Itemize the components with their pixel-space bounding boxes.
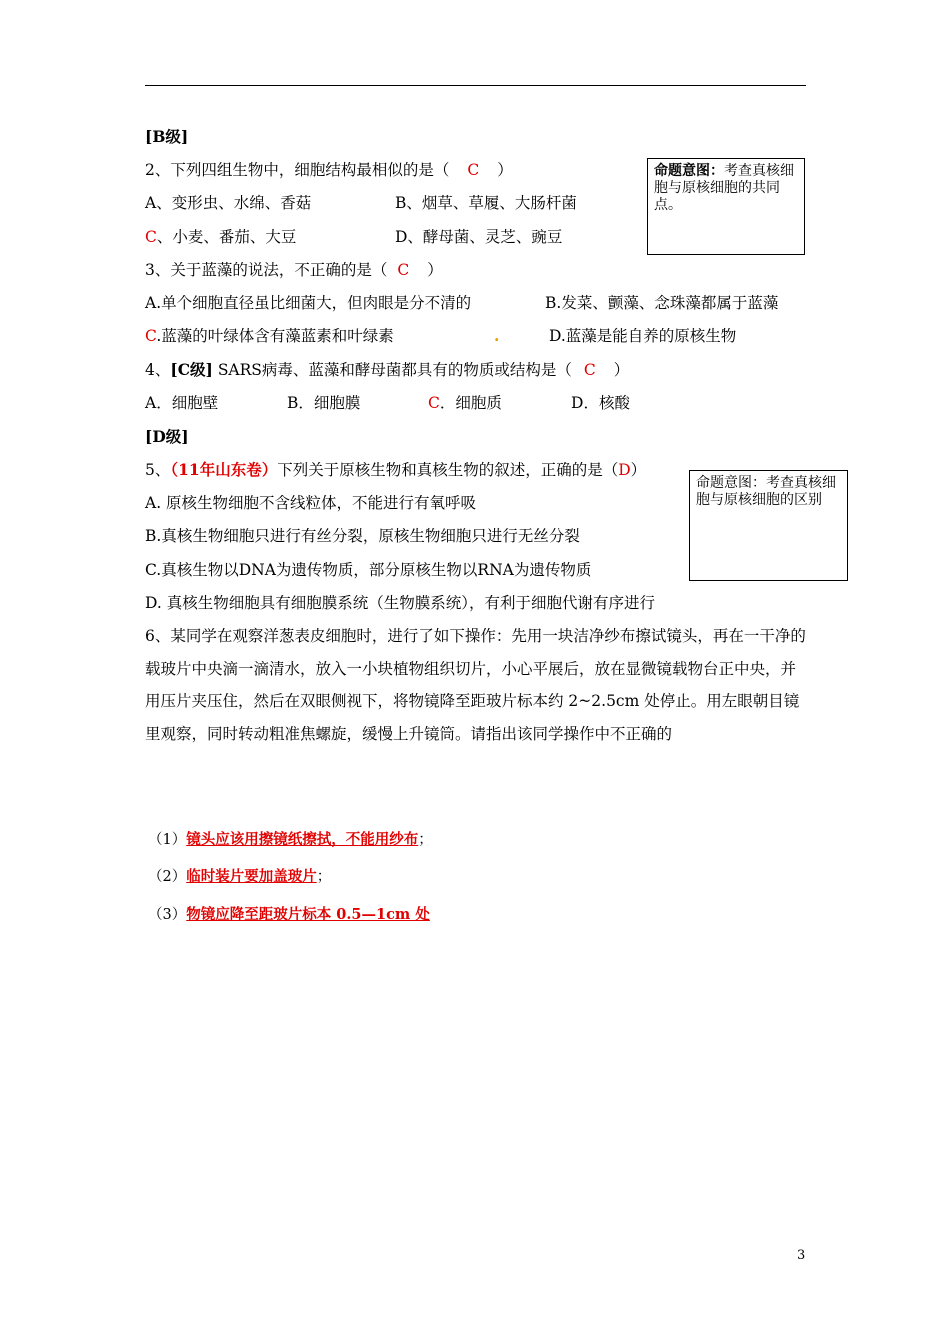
- intent-note-1-label: 命题意图：: [654, 163, 724, 179]
- q3-answer: C: [397, 261, 410, 279]
- q4-close: ）: [613, 361, 630, 379]
- page-number: 3: [797, 1248, 806, 1263]
- q6-answer-2-text: 临时装片要加盖玻片: [186, 868, 317, 885]
- q3-option-c-letter: C: [145, 327, 157, 345]
- q5-option-a: A. 原核生物细胞不含线粒体，不能进行有氧呼吸: [145, 494, 477, 512]
- q3-close: ）: [427, 261, 443, 279]
- q4-level: [C级]: [170, 360, 213, 379]
- q5-source: （11年山东卷）: [170, 460, 278, 479]
- q5-option-b: B.真核生物细胞只进行有丝分裂，原核生物细胞只进行无丝分裂: [145, 527, 580, 545]
- b-level-label: [B级]: [145, 127, 189, 146]
- q5-prefix: 5、: [145, 461, 171, 479]
- intent-note-1-text: 考查真核细胞与原核细胞的共同点。: [654, 163, 794, 213]
- q2-answer: C: [467, 161, 480, 179]
- q2-option-a: A、变形虫、水绵、香菇: [145, 194, 312, 212]
- header-rule: [145, 85, 806, 86]
- q5-option-c: C.真核生物以DNA为遗传物质，部分原核生物以RNA为遗传物质: [145, 561, 592, 579]
- d-level-label: [D级]: [145, 427, 189, 446]
- q4-prefix: 4、: [145, 361, 171, 379]
- q3-option-a: A.单个细胞直径虽比细菌大，但肉眼是分不清的: [145, 294, 472, 312]
- intent-note-1: [647, 158, 805, 255]
- q2-option-b: B、烟草、草履、大肠杆菌: [395, 194, 577, 212]
- q6-answer-2: [148, 867, 331, 887]
- q4-option-d-letter: D: [571, 394, 584, 412]
- q5-answer: D: [618, 461, 631, 479]
- q4-option-c-text: ．细胞质: [439, 394, 502, 412]
- q4-option-a: A．细胞壁: [145, 394, 219, 412]
- intent-note-2: 命题意图：考查真核细胞与原核细胞的区别: [689, 470, 848, 581]
- q2-stem-text: 2、下列四组生物中，细胞结构最相似的是（: [145, 161, 450, 179]
- q4-option-c-letter: C: [428, 394, 440, 412]
- q5-stem-text: 下列关于原核生物和真核生物的叙述，正确的是（: [277, 461, 619, 479]
- q4-answer: C: [583, 361, 596, 379]
- q6-answer-1-num: （1）: [148, 832, 187, 848]
- q2-stem: [145, 160, 513, 180]
- q2-option-c-text: 、小麦、番茄、大豆: [156, 228, 297, 246]
- q5-option-d: D. 真核生物细胞具有细胞膜系统（生物膜系统），有利于细胞代谢有序进行: [145, 594, 655, 612]
- q3-stem: [145, 260, 443, 280]
- q3-dot: .: [494, 326, 500, 345]
- q2-option-d: D、酵母菌、灵芝、豌豆: [395, 228, 563, 246]
- q3-option-c: [145, 326, 394, 346]
- q6-answer-3-text: 物镜应降至距玻片标本 0.5—1cm 处: [186, 906, 430, 923]
- q3-option-c-text: .蓝藻的叶绿体含有藻蓝素和叶绿素: [156, 327, 394, 345]
- q4-option-c: [428, 393, 502, 413]
- q2-option-c-letter: C: [145, 228, 157, 246]
- q2-close: ）: [497, 161, 513, 179]
- q4-stem: [145, 360, 629, 380]
- q6-answer-3: [148, 905, 430, 925]
- q3-option-d: D.蓝藻是能自养的原核生物: [549, 327, 737, 345]
- q6-answer-2-end: ；: [316, 869, 332, 885]
- q6-answer-1-text: 镜头应该用擦镜纸擦拭，不能用纱布: [186, 831, 419, 848]
- q3-stem-text: 3、关于蓝藻的说法，不正确的是（: [145, 261, 388, 279]
- q4-option-d-text: ．核酸: [583, 394, 630, 412]
- q6-answer-1: [148, 830, 433, 850]
- q2-option-c: [145, 227, 296, 247]
- q4-option-d: [571, 393, 630, 413]
- q6-answer-1-end: ；: [418, 832, 433, 848]
- q6-answer-3-num: （3）: [148, 907, 187, 923]
- q5-stem: [145, 460, 646, 480]
- q4-option-b: B．细胞膜: [287, 394, 361, 412]
- q4-stem-text: SARS病毒、蓝藻和酵母菌都具有的物质或结构是（: [212, 361, 572, 379]
- q3-option-b: B.发菜、颤藻、念珠藻都属于蓝藻: [545, 294, 779, 312]
- q6-paragraph: 6、某同学在观察洋葱表皮细胞时，进行了如下操作：先用一块洁净纱布擦试镜头，再在一干净的载玻片中央滴一滴清水，放入一小块植物组织切片，小心平展后，放在显微镜载物台正中央，并用压片夹压住，然后在双眼侧视下，将物镜降至距玻片标本约 2~2.5cm 处停止。用左眼朝目镜里观察，同时转动粗准焦螺旋，缓慢上升镜筒。请指出该同学操作中不正确的: [145, 627, 806, 743]
- q5-close: ）: [630, 461, 647, 479]
- q6-answer-2-num: （2）: [148, 869, 187, 885]
